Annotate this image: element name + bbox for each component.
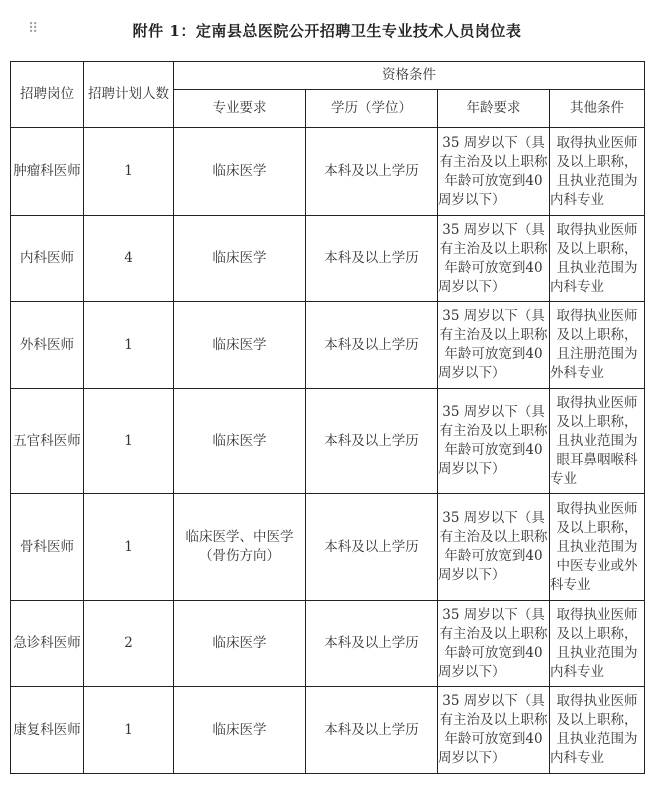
cell-other: 取得执业医师及以上职称，且执业范围为眼耳鼻咽喉科专业: [550, 389, 645, 494]
cell-count: 2: [84, 601, 174, 687]
cell-position: 五官科医师: [11, 389, 84, 494]
cell-education: 本科及以上学历: [306, 389, 438, 494]
cell-other: 取得执业医师及以上职称，且执业范围为内科专业: [550, 601, 645, 687]
header-education: 学历（学位）: [306, 90, 438, 128]
cell-education: 本科及以上学历: [306, 302, 438, 389]
cell-count: 1: [84, 687, 174, 774]
cell-position: 外科医师: [11, 302, 84, 389]
table-row: [11, 302, 645, 389]
cell-count: 4: [84, 216, 174, 302]
cell-count: 1: [84, 302, 174, 389]
cell-other: 取得执业医师及以上职称，且执业范围为内科专业: [550, 128, 645, 216]
table-row: [11, 389, 645, 494]
cell-education: 本科及以上学历: [306, 601, 438, 687]
cell-position: 急诊科医师: [11, 601, 84, 687]
table-row: [11, 128, 645, 216]
page-title: 附件 1：定南县总医院公开招聘卫生专业技术人员岗位表: [132, 22, 522, 40]
cell-education: 本科及以上学历: [306, 494, 438, 601]
cell-age: 35 周岁以下（具有主治及以上职称年龄可放宽到40 周岁以下）: [438, 302, 550, 389]
cell-other: 取得执业医师及以上职称，且执业范围为中医专业或外科专业: [550, 494, 645, 601]
cell-education: 本科及以上学历: [306, 687, 438, 774]
cell-position: 肿瘤科医师: [11, 128, 84, 216]
header-major: 专业要求: [174, 90, 306, 128]
drag-handle-icon[interactable]: ⠿: [28, 21, 37, 37]
cell-age: 35 周岁以下（具有主治及以上职称年龄可放宽到40 周岁以下）: [438, 494, 550, 601]
cell-count: 1: [84, 389, 174, 494]
header-qualification: 资格条件: [174, 62, 645, 90]
table-row: [11, 601, 645, 687]
cell-other: 取得执业医师及以上职称，且执业范围为内科专业: [550, 216, 645, 302]
cell-position: 康复科医师: [11, 687, 84, 774]
cell-major: 临床医学: [174, 216, 306, 302]
header-age: 年龄要求: [438, 90, 550, 128]
table-row: [11, 216, 645, 302]
cell-other: 取得执业医师及以上职称，且注册范围为外科专业: [550, 302, 645, 389]
cell-position: 内科医师: [11, 216, 84, 302]
cell-major: 临床医学: [174, 687, 306, 774]
table-row: [11, 494, 645, 601]
cell-major: 临床医学: [174, 302, 306, 389]
cell-major: 临床医学: [174, 601, 306, 687]
cell-age: 35 周岁以下（具有主治及以上职称年龄可放宽到40 周岁以下）: [438, 687, 550, 774]
cell-age: 35 周岁以下（具有主治及以上职称年龄可放宽到40 周岁以下）: [438, 216, 550, 302]
header-position: 招聘岗位: [11, 62, 84, 128]
cell-major: 临床医学: [174, 389, 306, 494]
cell-age: 35 周岁以下（具有主治及以上职称年龄可放宽到40 周岁以下）: [438, 128, 550, 216]
table-row: [11, 687, 645, 774]
cell-major: 临床医学、中医学（骨伤方向）: [174, 494, 306, 601]
position-table: [10, 61, 645, 774]
header-other: 其他条件: [550, 90, 645, 128]
cell-other: 取得执业医师及以上职称，且执业范围为内科专业: [550, 687, 645, 774]
cell-position: 骨科医师: [11, 494, 84, 601]
cell-count: 1: [84, 128, 174, 216]
cell-education: 本科及以上学历: [306, 128, 438, 216]
cell-education: 本科及以上学历: [306, 216, 438, 302]
cell-major: 临床医学: [174, 128, 306, 216]
cell-age: 35 周岁以下（具有主治及以上职称年龄可放宽到40 周岁以下）: [438, 601, 550, 687]
cell-age: 35 周岁以下（具有主治及以上职称年龄可放宽到40 周岁以下）: [438, 389, 550, 494]
cell-count: 1: [84, 494, 174, 601]
header-count: 招聘计划人数: [84, 62, 174, 128]
